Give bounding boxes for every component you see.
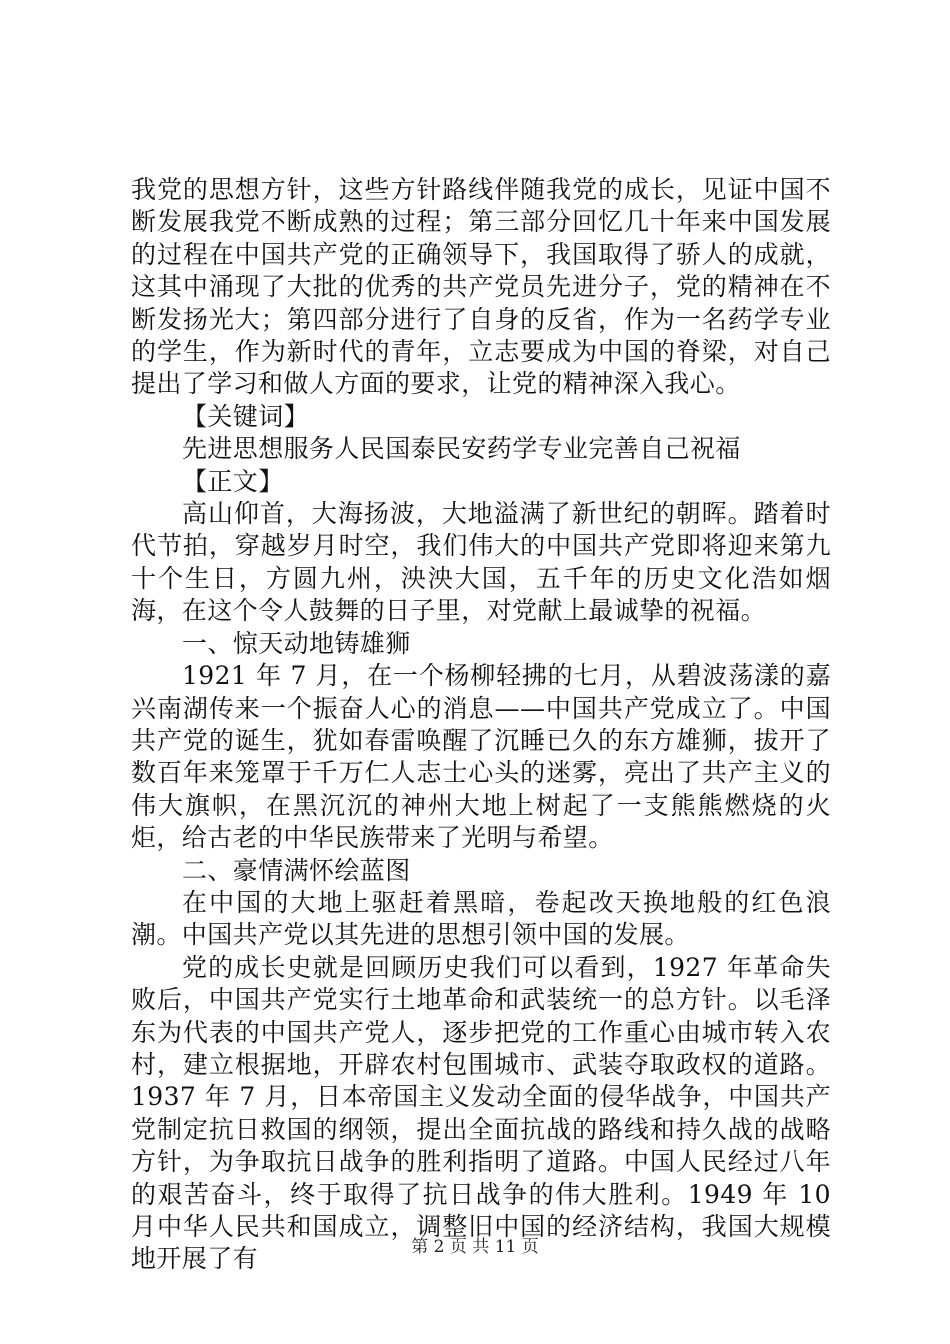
- section-heading-1: 一、惊天动地铸雄狮: [182, 628, 411, 658]
- keywords-text: 先进思想服务人民国泰民安药学专业完善自己祝福: [182, 434, 741, 464]
- paragraph-intro: 高山仰首，大海扬波，大地溢满了新世纪的朝晖。踏着时代节拍，穿越岁月时空，我们伟大的中国共产党即将迎来第九十个生日，方圆九州，泱泱大国，五千年的历史文化浩如烟海，在这个令人鼓舞的日子里，对党献上最诚挚的祝福。: [131, 499, 831, 626]
- body-heading: 【正文】: [182, 466, 284, 496]
- paragraph-section-2a: 在中国的大地上驱赶着黑暗，卷起改天换地般的红色浪潮。中国共产党以其先进的思想引领中国的发展。: [131, 887, 831, 950]
- paragraph-section-1: 1921 年 7 月，在一个杨柳轻拂的七月，从碧波荡漾的嘉兴南湖传来一个振奋人心的消息——中国共产党成立了。中国共产党的诞生，犹如春雷唤醒了沉睡已久的东方雄狮，拔开了数百年来笼罩于千万仁人志士心头的迷雾，亮出了共产主义的伟大旗帜，在黑沉沉的神州大地上树起了一支熊熊燃烧的火炬，给古老的中华民族带来了光明与希望。: [131, 661, 831, 853]
- keywords-heading: 【关键词】: [182, 401, 310, 431]
- page-footer: 第 2 页 共 11 页: [411, 1237, 539, 1257]
- paragraph-section-2b: 党的成长史就是回顾历史我们可以看到，1927 年革命失败后，中国共产党实行土地革命和武装统一的总方针。以毛泽东为代表的中国共产党人，逐步把党的工作重心由城市转入农村，建立根据地，开辟农村包围城市、武装夺取政权的道路。1937 年 7 月，日本帝国主义发动全面的侵华战争，中国共产党制定抗日救国的纲领，提出全面抗战的路线和持久战的战略方针，为争取抗日战争的胜利指明了道路。中国人民经过八年的艰苦奋斗，终于取得了抗日战争的伟大胜利。1949 年 10 月中华人民共和国成立，调整旧中国的经济结构，我国大规模地开展了有: [131, 952, 831, 1274]
- paragraph-abstract-continued: 我党的思想方针，这些方针路线伴随我党的成长，见证中国不断发展我党不断成熟的过程；第三部分回忆几十年来中国发展的过程在中国共产党的正确领导下，我国取得了骄人的成就，这其中涌现了大批的优秀的共产党员先进分子，党的精神在不断发扬光大；第四部分进行了自身的反省，作为一名药学专业的学生，作为新时代的青年，立志要成为中国的脊梁，对自己提出了学习和做人方面的要求，让党的精神深入我心。: [131, 175, 831, 399]
- section-heading-2: 二、豪情满怀绘蓝图: [182, 855, 411, 885]
- document-body: [131, 174, 831, 1276]
